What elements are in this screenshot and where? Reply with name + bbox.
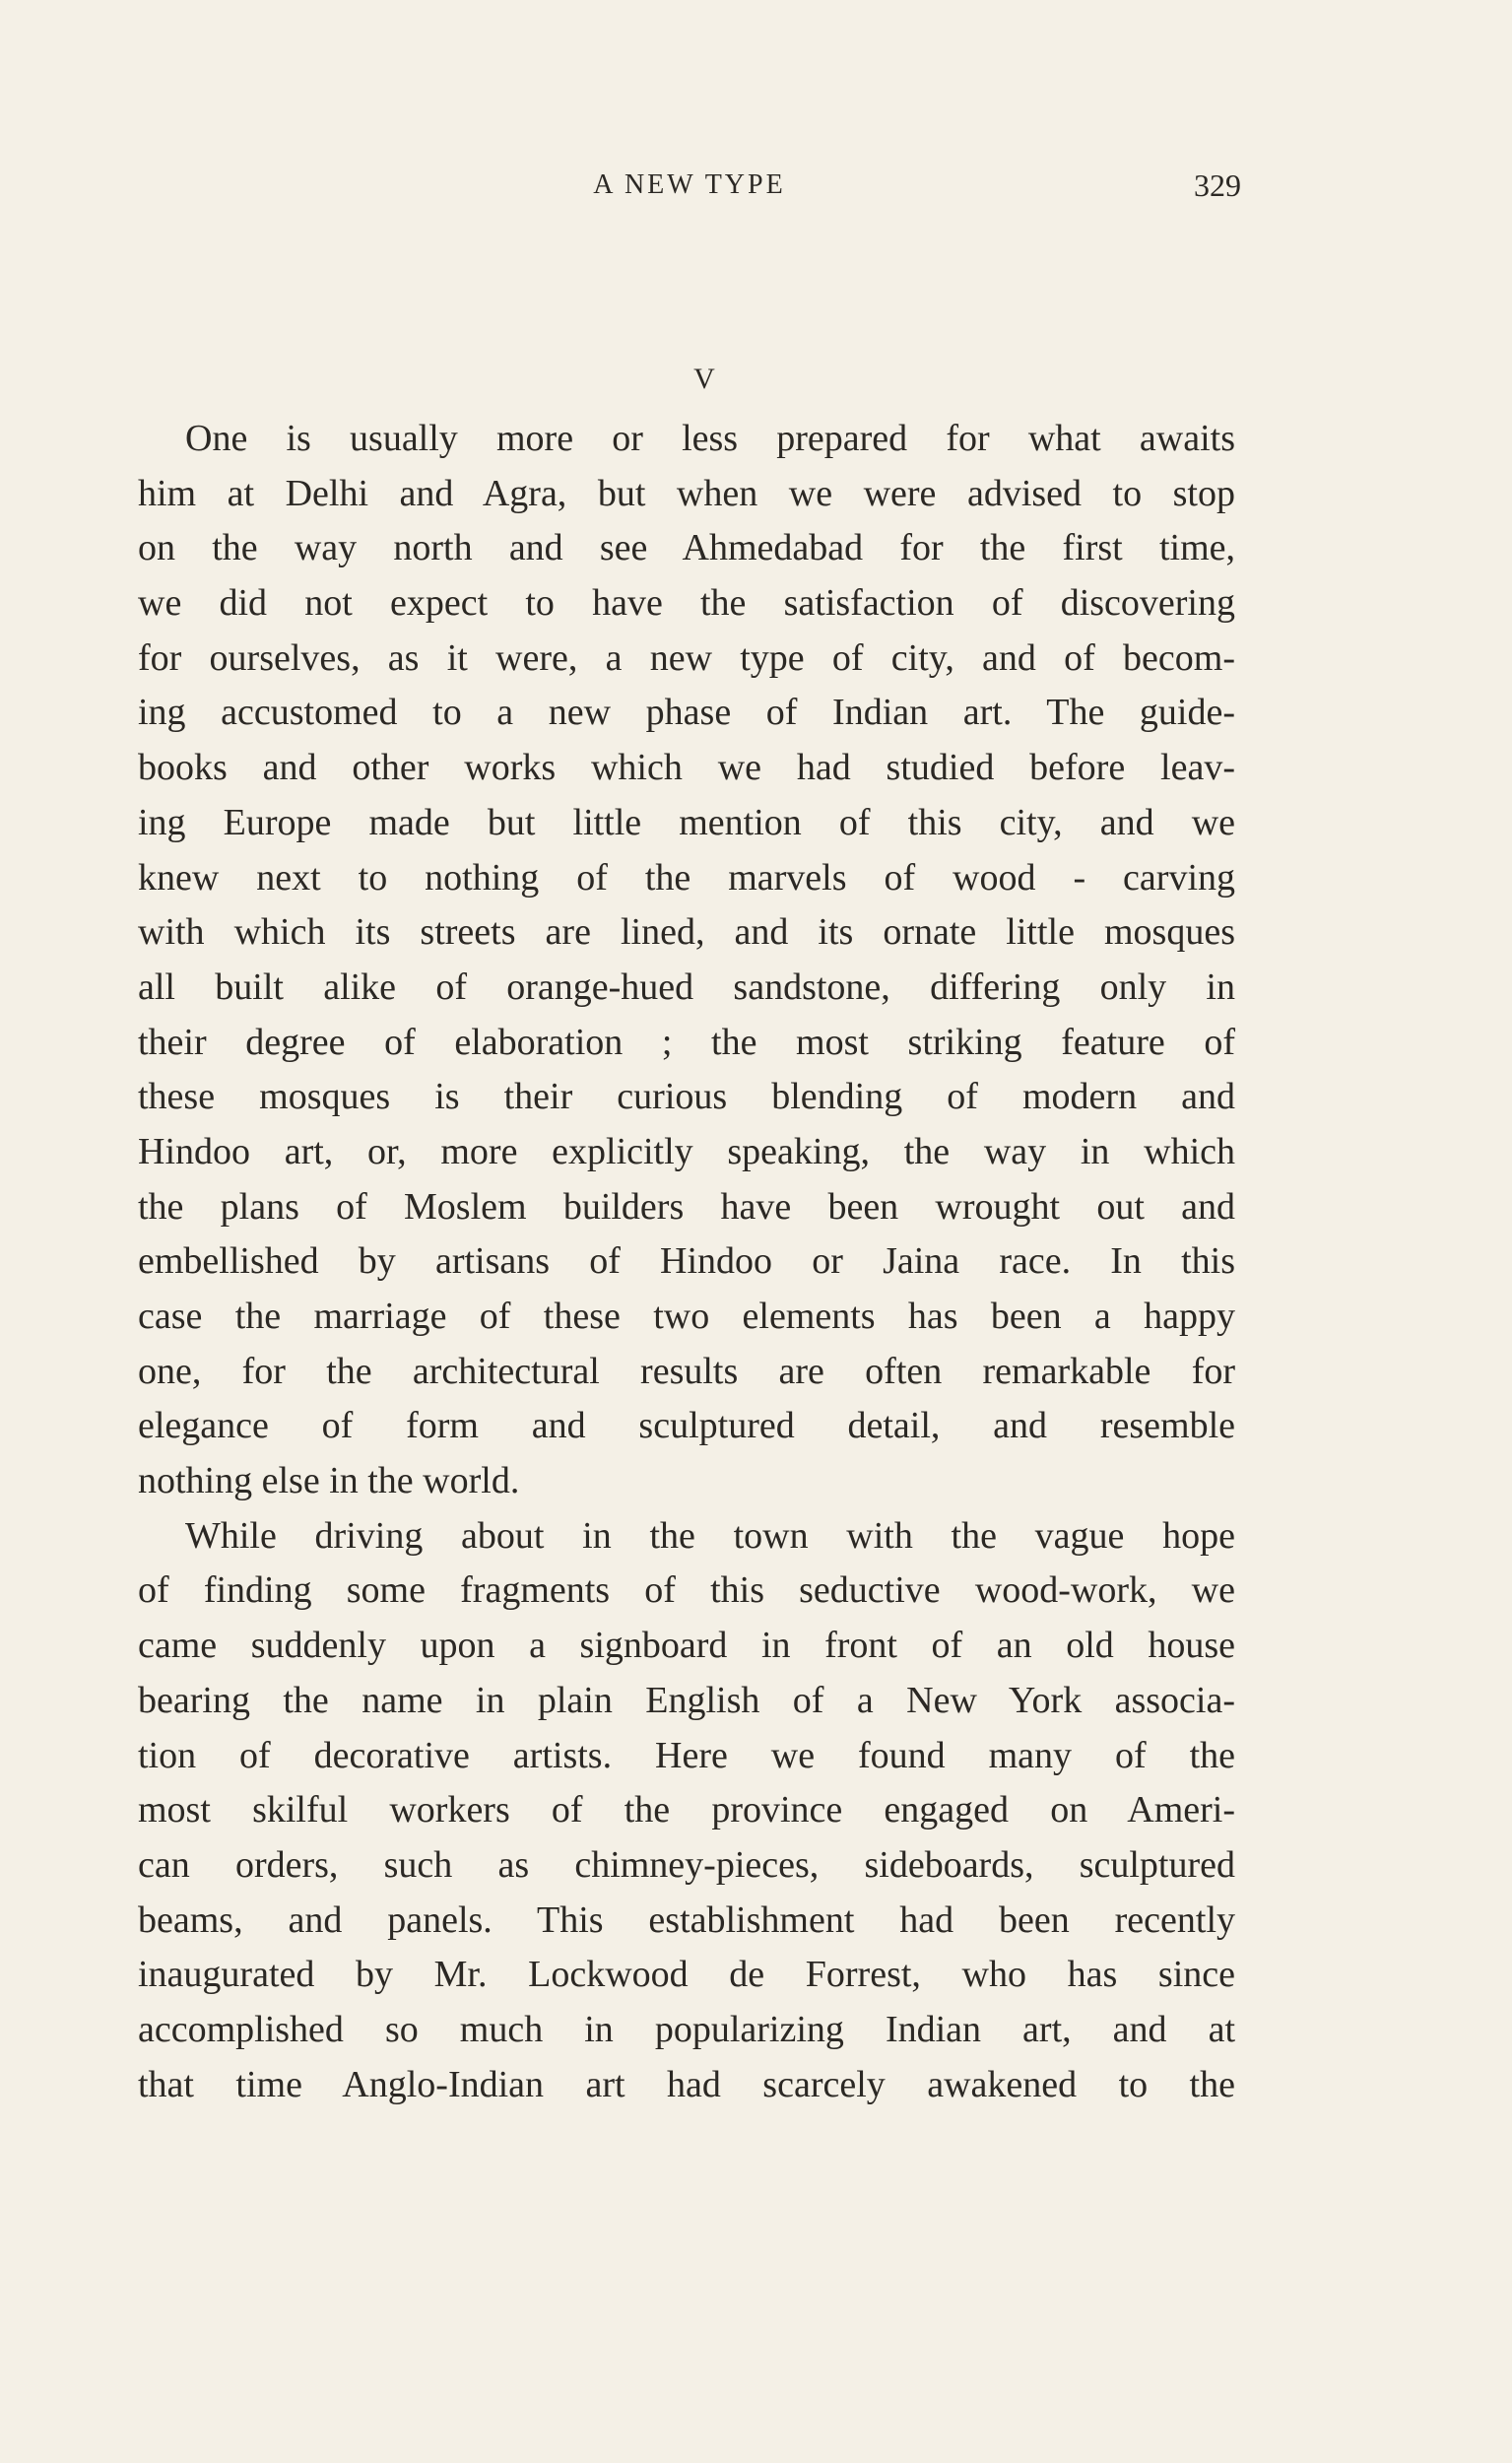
text-line: of finding some fragments of this seductive wood-work, we [138,1569,1235,1612]
text-line: that time Anglo-Indian art had scarcely awakened to the [138,2063,1235,2105]
text-line: nothing else in the world. [138,1460,520,1502]
text-line: knew next to nothing of the marvels of wood - carving [138,856,1235,899]
text-line: for ourselves, as it were, a new type of city, and of becom- [138,636,1235,679]
running-head [138,166,1241,205]
running-title: A NEW TYPE [593,169,786,200]
text-line: inaugurated by Mr. Lockwood de Forrest, who has since [138,1954,1235,1996]
text-line: the plans of Moslem builders have been wrought out and [138,1185,1235,1228]
text-line: elegance of form and sculptured detail, and resemble [138,1405,1235,1447]
text-line: One is usually more or less prepared for what awaits [185,418,1235,459]
text-line: we did not expect to have the satisfaction of discovering [138,582,1235,625]
text-line: tion of decorative artists. Here we found many of the [138,1734,1235,1776]
text-line: him at Delhi and Agra, but when we were advised to stop [138,472,1235,514]
text-line: bearing the name in plain English of a New York associa- [138,1679,1235,1721]
text-line: books and other works which we had studied before leav- [138,747,1235,789]
text-line: these mosques is their curious blending of modern and [138,1076,1235,1118]
text-line: most skilful workers of the province engaged on Ameri- [138,1789,1235,1831]
page-number: 329 [1194,167,1241,203]
text-line: came suddenly upon a signboard in front of an old house [138,1625,1235,1667]
body-text [138,412,1235,2112]
paragraph-1 [138,412,1235,1509]
text-line: Hindoo art, or, more explicitly speaking, the way in which [138,1130,1235,1172]
text-line: embellished by artisans of Hindoo or Jaina race. In this [138,1240,1235,1283]
text-line: with which its streets are lined, and its ornate little mosques [138,911,1235,954]
section-number: V [693,363,715,395]
text-line: can orders, such as chimney-pieces, sideboards, sculptured [138,1843,1235,1886]
text-line: case the marriage of these two elements has been a happy [138,1296,1235,1337]
text-line: one, for the architectural results are often remarkable for [138,1350,1235,1392]
text-line: While driving about in the town with the vague hope [185,1514,1235,1557]
text-line: ing Europe made but little mention of this city, and we [138,801,1235,843]
text-line: beams, and panels. This establishment had been recently [138,1898,1235,1941]
text-line: on the way north and see Ahmedabad for the first time, [138,527,1235,569]
text-line: their degree of elaboration ; the most striking feature of [138,1021,1235,1063]
paragraph-2 [138,1509,1235,2113]
text-line: ing accustomed to a new phase of Indian art. The guide- [138,692,1235,734]
text-line: all built alike of orange-hued sandstone, differing only in [138,965,1235,1008]
text-line: accomplished so much in popularizing Indian art, and at [138,2008,1235,2050]
